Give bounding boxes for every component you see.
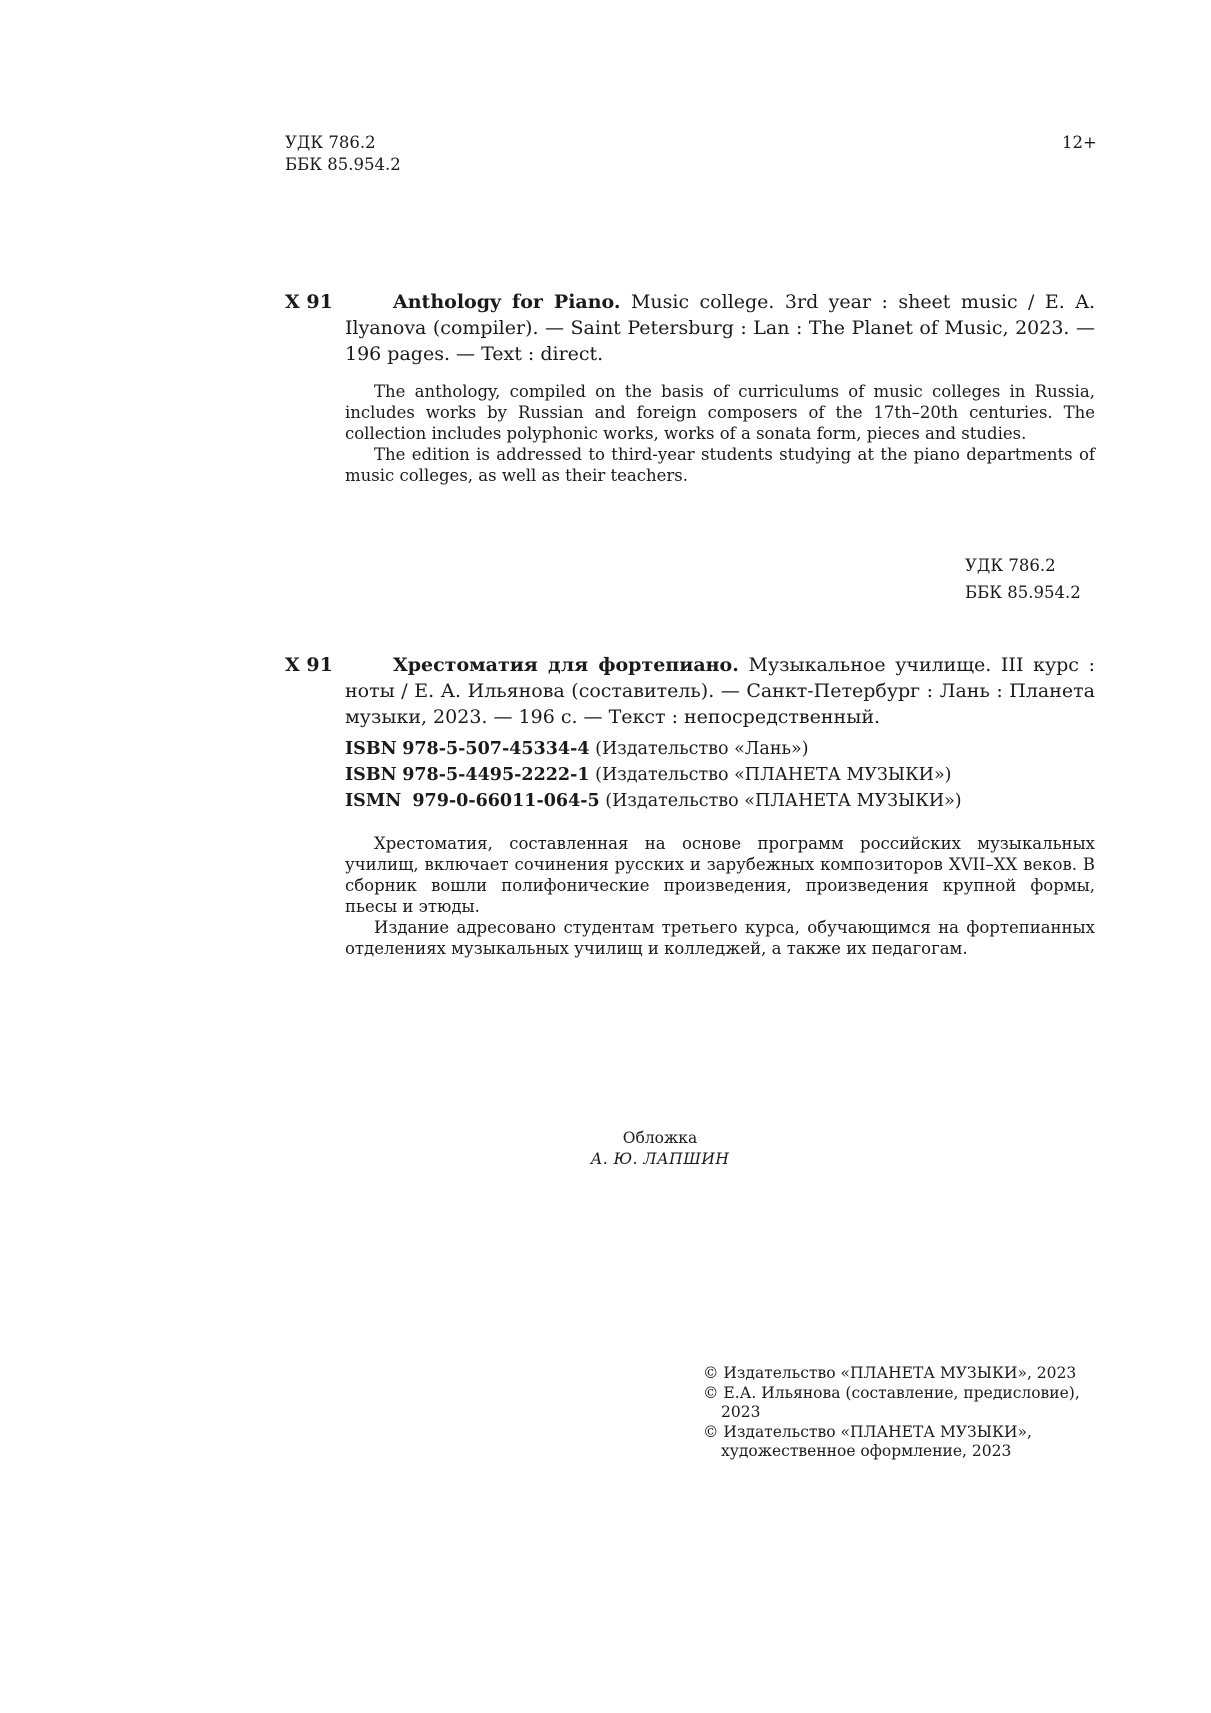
udk-code: УДК 786.2 xyxy=(965,556,1056,575)
copyright-line: © Издательство «ПЛАНЕТА МУЗЫКИ», художественное оформление, 2023 xyxy=(703,1422,1032,1460)
identifier-number: 979-0-66011-064-5 xyxy=(412,791,600,811)
english-abstract xyxy=(345,381,1095,486)
udk-code: УДК 786.2 xyxy=(285,133,376,152)
russian-entry-description xyxy=(345,652,1095,730)
russian-abstract-paragraph: Издание адресовано студентам третьего курса, обучающимся на фортепианных отделениях музыкальных училищ и колледжей, а также их педагогам. xyxy=(345,918,1095,958)
bbk-code: ББК 85.954.2 xyxy=(965,583,1081,602)
english-author-mark: Х 91 xyxy=(285,291,333,313)
identifier-line xyxy=(345,788,962,814)
identifier-number: 978-5-4495-2222-1 xyxy=(402,765,590,785)
russian-abstract-paragraph: Хрестоматия, составленная на основе программ российских музыкальных училищ, включает сочинения русских и зарубежных композиторов XVII–XX веков. В сборник вошли полифонические произведения, произведения крупной формы, пьесы и этюды. xyxy=(345,834,1095,916)
russian-author-mark: Х 91 xyxy=(285,654,333,676)
cover-designer: А. Ю. ЛАПШИН xyxy=(590,1150,730,1168)
english-entry-description xyxy=(345,289,1095,367)
russian-title: Хрестоматия для фортепиано. xyxy=(393,654,739,676)
bbk-code: ББК 85.954.2 xyxy=(285,155,401,174)
identifier-line xyxy=(345,736,962,762)
cover-credit xyxy=(560,1128,760,1170)
copyright-block xyxy=(703,1364,1103,1462)
english-abstract-paragraph: The edition is addressed to third-year students studying at the piano departments of music colleges, as well as their teachers. xyxy=(345,445,1095,485)
identifier-type: ISBN xyxy=(345,765,397,785)
copyright-line: © Издательство «ПЛАНЕТА МУЗЫКИ», 2023 xyxy=(703,1364,1077,1382)
top-classification xyxy=(285,132,401,176)
russian-abstract xyxy=(345,833,1095,959)
copyright-line: © Е.А. Ильянова (составление, предисловие), 2023 xyxy=(703,1383,1080,1421)
identifier-number: 978-5-507-45334-4 xyxy=(402,739,590,759)
identifier-line xyxy=(345,762,962,788)
english-title: Anthology for Piano. xyxy=(393,291,621,313)
identifier-type: ISBN xyxy=(345,739,397,759)
age-rating: 12+ xyxy=(1062,133,1097,152)
identifier-publisher: (Издательство «ПЛАНЕТА МУЗЫКИ») xyxy=(605,791,962,811)
identifier-publisher: (Издательство «ПЛАНЕТА МУЗЫКИ») xyxy=(595,765,952,785)
russian-description-text: Музыкальное училище. III курс : ноты / Е. А. Ильянова (составитель). — Санкт-Петербург : Лань : Планета музыки, 2023. — 196 с. — Текст : непосредственный. xyxy=(345,654,1095,728)
identifier-type: ISMN xyxy=(345,791,402,811)
cover-label: Обложка xyxy=(622,1129,698,1147)
identifier-publisher: (Издательство «Лань») xyxy=(595,739,809,759)
russian-classification xyxy=(965,552,1081,606)
english-abstract-paragraph: The anthology, compiled on the basis of curriculums of music colleges in Russia, includes works by Russian and foreign composers of the 17th–20th centuries. The collection includes polyphonic works, works of a sonata form, pieces and studies. xyxy=(345,382,1095,443)
english-description-text: Music college. 3rd year : sheet music / E. A. Ilyanova (compiler). — Saint Petersburg : Lan : The Planet of Music, 2023. — 196 pages. — Text : direct. xyxy=(345,291,1095,365)
identifier-list xyxy=(345,736,962,814)
